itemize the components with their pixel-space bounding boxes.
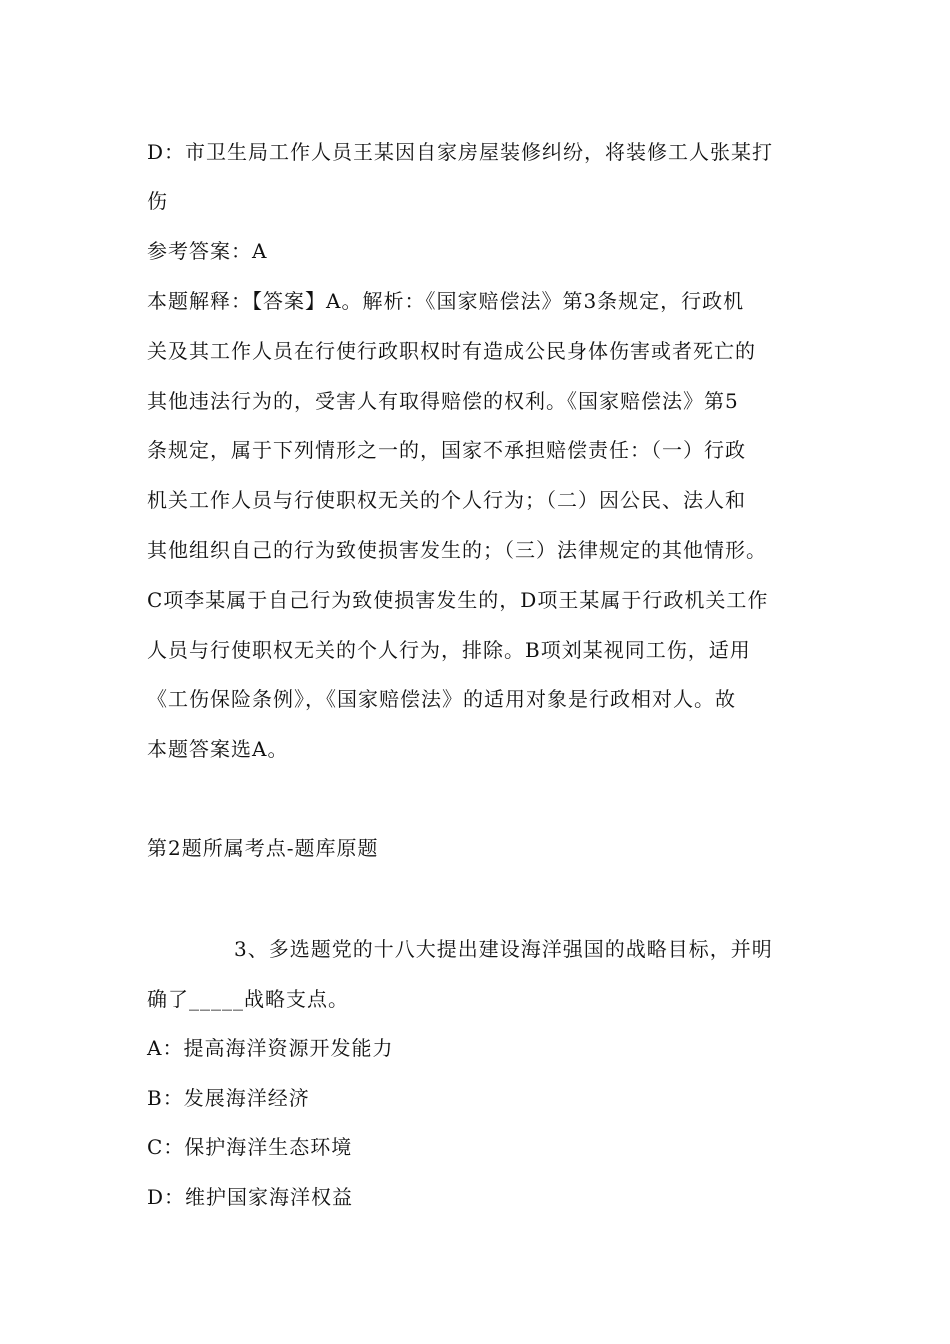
q2-option-d-line2: 伤 [147, 189, 168, 213]
q2-explanation-line: 机关工作人员与行使职权无关的个人行为；（二）因公民、法人和 [147, 488, 746, 512]
q2-explanation-line: 本题解释：【答案】A。解析：《国家赔偿法》第3条规定，行政机 [147, 289, 745, 313]
q2-answer: 参考答案：A [147, 239, 268, 263]
q3-stem-line2: 确了_____战略支点。 [147, 987, 349, 1011]
q2-explanation-line: 《工伤保险条例》，《国家赔偿法》的适用对象是行政相对人。故 [147, 687, 736, 711]
q3-option-a: A：提高海洋资源开发能力 [147, 1036, 394, 1060]
q2-explanation-line: 本题答案选A。 [147, 737, 289, 761]
q3-option-b: B：发展海洋经济 [147, 1086, 310, 1110]
q2-explanation-line: 关及其工作人员在行使行政职权时有造成公民身体伤害或者死亡的 [147, 339, 756, 363]
q2-explanation-line: C项李某属于自己行为致使损害发生的，D项王某属于行政机关工作 [147, 588, 769, 612]
q2-explanation-line: 人员与行使职权无关的个人行为，排除。B项刘某视同工伤，适用 [147, 638, 751, 662]
q2-explanation-line: 其他组织自己的行为致使损害发生的；（三）法律规定的其他情形。 [147, 538, 767, 562]
q3-option-d: D：维护国家海洋权益 [147, 1185, 354, 1209]
q2-explanation-line: 条规定，属于下列情形之一的，国家不承担赔偿责任：（一）行政 [147, 438, 746, 462]
q2-option-d-line1: D：市卫生局工作人员王某因自家房屋装修纠纷，将装修工人张某打 [147, 140, 774, 164]
q3-stem-line1: 3、多选题党的十八大提出建设海洋强国的战略目标，并明 [234, 937, 773, 961]
q2-explanation-line: 其他违法行为的，受害人有取得赔偿的权利。《国家赔偿法》第5 [147, 389, 739, 413]
q3-option-c: C：保护海洋生态环境 [147, 1135, 353, 1159]
q2-topic: 第2题所属考点-题库原题 [147, 836, 379, 860]
